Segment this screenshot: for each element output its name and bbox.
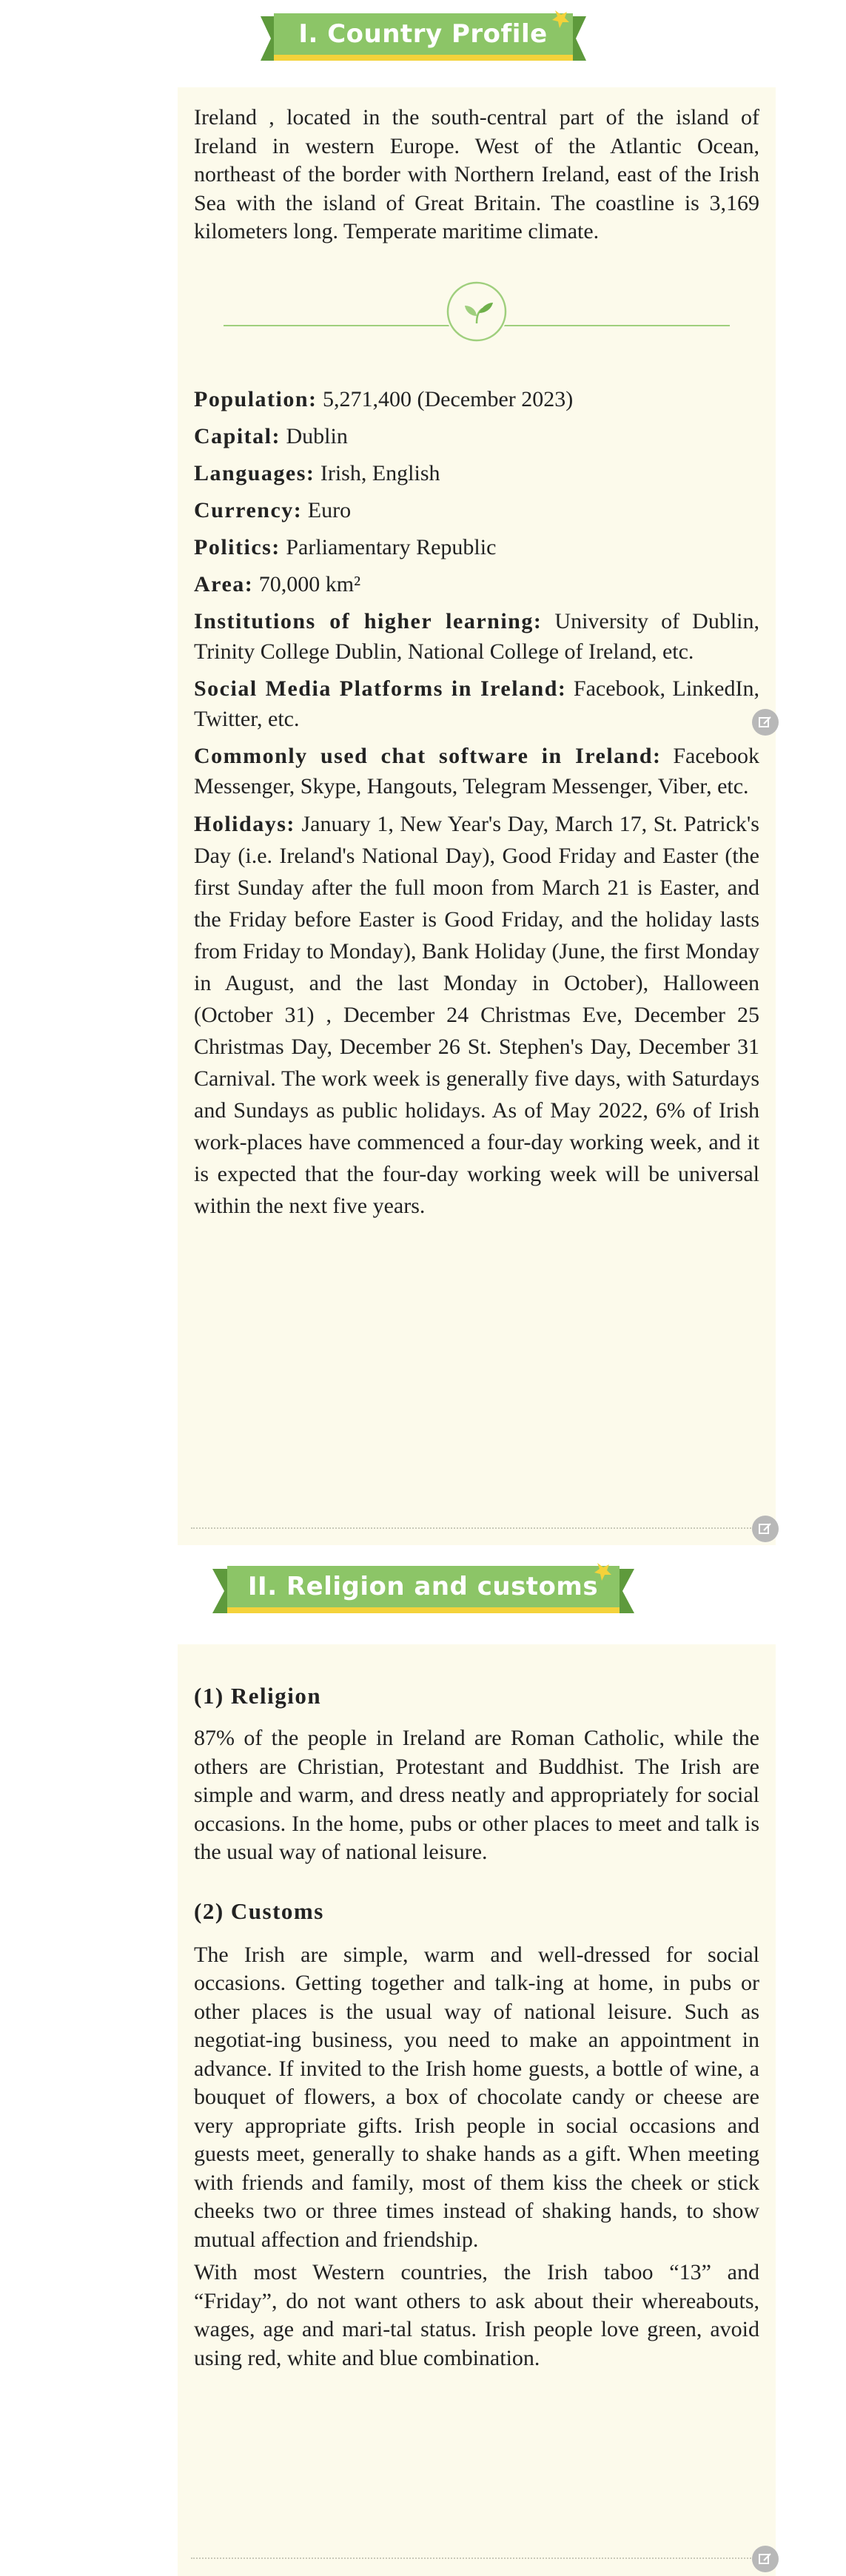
fact-currency xyxy=(194,495,759,525)
fact-area xyxy=(194,569,759,599)
fact-label: Commonly used chat software in Ireland: xyxy=(194,743,662,768)
section-title: I. Country Profile xyxy=(298,19,548,49)
fact-label: Institutions of higher learning: xyxy=(194,608,543,633)
section-banner-country-profile xyxy=(261,7,586,65)
fact-capital xyxy=(194,421,759,451)
fact-label: Holidays: xyxy=(194,811,295,836)
fact-universities xyxy=(194,606,759,667)
fact-languages xyxy=(194,458,759,488)
customs-heading: (2) Customs xyxy=(194,1897,324,1924)
fact-value: Facebook, LinkedIn, Twitter, etc. xyxy=(194,676,759,731)
section-banner-religion xyxy=(212,1560,634,1618)
fact-holidays xyxy=(194,808,759,1222)
fact-label: Social Media Platforms in Ireland: xyxy=(194,676,567,701)
fact-value: Euro xyxy=(302,497,352,522)
section-end-divider xyxy=(191,2557,762,2559)
fact-population xyxy=(194,384,759,414)
country-profile-card xyxy=(178,87,776,1545)
leaf-divider xyxy=(194,266,759,353)
fact-value: University of Dublin, Trinity College Dublin, National College of Ireland, etc. xyxy=(194,608,759,664)
religion-customs-card xyxy=(178,1644,776,2576)
fact-label: Currency: xyxy=(194,497,303,522)
fact-social-media xyxy=(194,673,759,734)
fact-label: Languages: xyxy=(194,460,315,485)
section-end-divider xyxy=(191,1527,762,1529)
fact-value: Parliamentary Republic xyxy=(280,534,497,559)
customs-paragraph-1: The Irish are simple, warm and well-dressed for social occasions. Getting together and talk-ing at home, in pubs or other places is the usual way of national leisure. Such as negotiat-ing business, you need to make an appointment in advance. If invited to the Irish home guests, a bottle of wine, a bouquet of flowers, a box of chocolate candy or cheese are very appropriate gifts. Irish people in social occasions and guests meet, generally to shake hands as a gift. When meeting with friends and family, most of them kiss the cheek or stick cheeks two or three times instead of shaking hands, to show mutual affection and friendship. xyxy=(194,1942,759,2252)
section-title: II. Religion and customs xyxy=(247,1572,599,1601)
religion-paragraph: 87% of the people in Ireland are Roman Catholic, while the others are Christian, Protestant and Buddhist. The Irish are simple and warm, and dress neatly and appropriately for social occasions. In the home, pubs or other places to meet and talk is the usual way of national leisure. xyxy=(194,1726,759,1864)
fact-label: Politics: xyxy=(194,534,281,559)
customs-paragraph-2: With most Western countries, the Irish taboo “13” and “Friday”, do not want others to ask about their whereabouts, wages, age and mari-tal status. Irish people love green, avoid using red, white and blue combination. xyxy=(194,2260,759,2370)
edit-icon[interactable] xyxy=(752,1516,779,1542)
edit-icon[interactable] xyxy=(752,709,779,736)
edit-icon[interactable] xyxy=(752,2546,779,2572)
fact-politics xyxy=(194,532,759,562)
intro-paragraph: Ireland , located in the south-central part of the island of Ireland in western Europe. West of the Atlantic Ocean, northeast of the border with Northern Ireland, east of the Irish Sea with the island of Great Britain. The coastline is 3,169 kilometers long. Temperate maritime climate. xyxy=(194,105,759,243)
fact-value: 70,000 km² xyxy=(253,571,361,596)
fact-value: Dublin xyxy=(281,423,348,448)
fact-label: Population: xyxy=(194,386,318,411)
religion-heading: (1) Religion xyxy=(194,1683,322,1709)
leaf-icon xyxy=(446,280,508,343)
fact-label: Capital: xyxy=(194,423,281,448)
fact-value: 5,271,400 (December 2023) xyxy=(317,386,574,411)
facts-list xyxy=(194,384,759,1222)
fact-value: January 1, New Year's Day, March 17, St. Patrick's Day (i.e. Ireland's National Day), Good Friday and Easter (the first Sunday after the full moon from March 21 is Easter, and the Friday before Easter is Good Friday, and the holiday lasts from Friday to Monday), Bank Holiday (June, the first Monday in August, and the last Monday in October), Halloween (October 31) , December 24 Christmas Eve, December 25 Christmas Day, December 26 St. Stephen's Day, December 31 Carnival. The work week is generally five days, with Saturdays and Sundays as public holidays. As of May 2022, 6% of Irish work-places have commenced a four-day working week, and it is expected that the four-day working week will be universal within the next five years. xyxy=(194,811,759,1218)
fact-value: Facebook Messenger, Skype, Hangouts, Telegram Messenger, Viber, etc. xyxy=(194,743,759,798)
fact-label: Area: xyxy=(194,571,254,596)
fact-chat-software xyxy=(194,741,759,801)
fact-value: Irish, English xyxy=(315,460,440,485)
